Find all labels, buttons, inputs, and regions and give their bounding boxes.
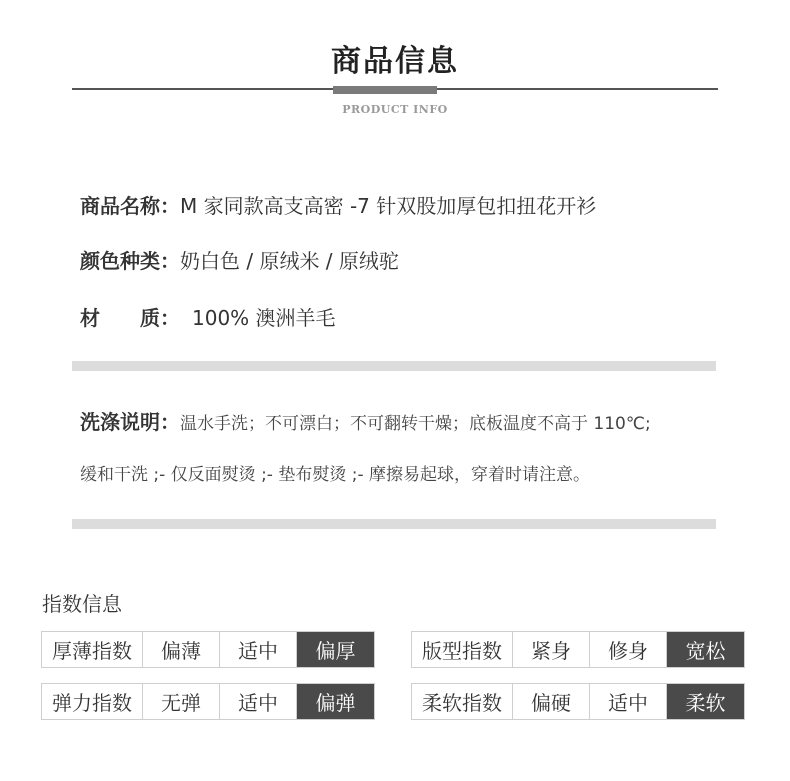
washing-label: 洗涤说明： <box>80 410 180 434</box>
index-option: 偏弹 <box>297 684 374 719</box>
index-label: 版型指数 <box>412 632 513 667</box>
title-accent-bar <box>333 86 437 94</box>
index-label: 厚薄指数 <box>42 632 143 667</box>
index-option: 无弹 <box>143 684 220 719</box>
index-option: 适中 <box>220 632 297 667</box>
index-option: 偏厚 <box>297 632 374 667</box>
elasticity-index-table <box>41 683 375 720</box>
index-option: 修身 <box>590 632 667 667</box>
washing-line-1 <box>80 406 651 435</box>
index-option: 紧身 <box>513 632 590 667</box>
page-title: 商品信息 <box>331 44 459 79</box>
index-option: 偏薄 <box>143 632 220 667</box>
index-option: 适中 <box>220 684 297 719</box>
index-option: 宽松 <box>667 632 744 667</box>
color-value: 奶白色 / 原绒米 / 原绒驼 <box>180 249 399 273</box>
section-divider <box>72 361 716 371</box>
color-label: 颜色种类： <box>80 249 180 273</box>
index-option: 适中 <box>590 684 667 719</box>
product-name-row <box>80 190 596 219</box>
index-label: 弹力指数 <box>42 684 143 719</box>
index-option: 偏硬 <box>513 684 590 719</box>
material-label: 材 质： <box>80 306 180 330</box>
material-row <box>80 302 336 331</box>
washing-text-2: 缓和干洗 ;- 仅反面熨烫 ;- 垫布熨烫 ;- 摩擦易起球，穿着时请注意。 <box>80 465 591 485</box>
section-divider <box>72 519 716 529</box>
index-option: 柔软 <box>667 684 744 719</box>
index-section-title: 指数信息 <box>42 592 122 616</box>
softness-index-table <box>411 683 745 720</box>
color-row <box>80 245 399 274</box>
washing-text-1: 温水手洗；不可漂白；不可翻转干燥；底板温度不高于 110℃; <box>180 414 651 434</box>
material-value: 100% 澳洲羊毛 <box>192 306 336 330</box>
page-subtitle: PRODUCT INFO <box>342 103 448 116</box>
fit-index-table <box>411 631 745 668</box>
thickness-index-table <box>41 631 375 668</box>
product-name-label: 商品名称： <box>80 194 180 218</box>
product-name-value: M 家同款高支高密 -7 针双股加厚包扣扭花开衫 <box>180 194 597 218</box>
index-label: 柔软指数 <box>412 684 513 719</box>
